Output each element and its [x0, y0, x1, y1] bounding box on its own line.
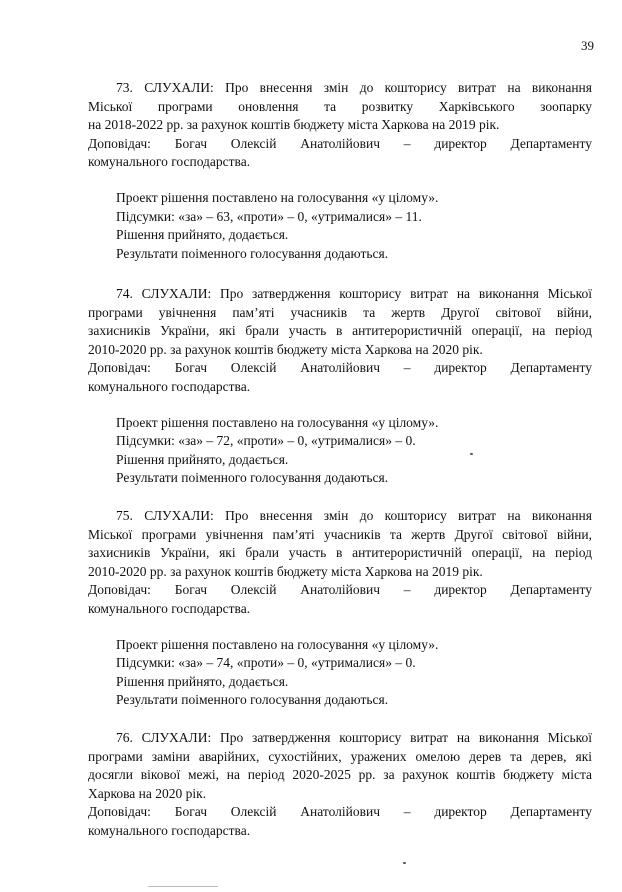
item-line: 2010-2020 рр. за рахунок коштів бюджету міста Харкова на 2020 рік. [88, 341, 483, 357]
item-line: 75. СЛУХАЛИ: Про внесення змін до кошторису витрат на виконання [116, 508, 592, 523]
page-number: 39 [581, 38, 594, 53]
item-line: програми увічнення пам’яті учасників та жертв Другої світової війни, [88, 304, 592, 320]
vote-result-line: Проект рішення поставлено на голосування «у цілому». [116, 414, 439, 430]
item-line: 2010-2020 рр. за рахунок коштів бюджету міста Харкова на 2019 рік. [88, 563, 483, 579]
item-line: комунального господарства. [88, 600, 251, 616]
agenda-item-75 [88, 507, 592, 710]
item-line: Міської програми увічнення пам’яті учасників та жертв Другої світової війни, [88, 526, 592, 542]
vote-result-line: Підсумки: «за» – 74, «проти» – 0, «утрималися» – 0. [116, 655, 416, 671]
scan-speck [148, 886, 218, 887]
vote-result-line: Проект рішення поставлено на голосування «у цілому». [116, 636, 439, 652]
vote-result-line: Підсумки: «за» – 63, «проти» – 0, «утрималися» – 11. [116, 208, 422, 224]
vote-result-line: Підсумки: «за» – 72, «проти» – 0, «утрималися» – 0. [116, 433, 416, 449]
item-line: на 2018-2022 рр. за рахунок коштів бюджету міста Харкова на 2019 рік. [88, 117, 500, 133]
item-line: Доповідач: Богач Олексій Анатолійович – директор Департаменту [88, 804, 592, 820]
vote-result-line: Рішення прийнято, додається. [116, 673, 289, 689]
item-line: Міської програми оновлення та розвитку Харківського зоопарку [88, 98, 592, 114]
vote-result-line: Проект рішення поставлено на голосування «у цілому». [116, 189, 439, 205]
item-line: Доповідач: Богач Олексій Анатолійович – директор Департаменту [88, 360, 592, 376]
scan-speck [403, 862, 406, 864]
scan-speck [470, 453, 473, 455]
item-line: Доповідач: Богач Олексій Анатолійович – директор Департаменту [88, 135, 592, 151]
item-line: досягли вікової межі, на період 2020-2025 рр. за рахунок коштів бюджету міста [88, 767, 592, 783]
item-line: 76. СЛУХАЛИ: Про затвердження кошторису витрат на виконання Міської [116, 730, 592, 745]
agenda-item-76 [88, 729, 592, 841]
item-line: 73. СЛУХАЛИ: Про внесення змін до кошторису витрат на виконання [116, 80, 592, 95]
vote-result-line: Результати поіменного голосування додаються. [116, 245, 389, 261]
item-line: захисників України, які брали участь в антитерористичній операції, на період [88, 545, 592, 561]
item-line: комунального господарства. [88, 378, 251, 394]
agenda-item-73 [88, 79, 592, 263]
item-line: комунального господарства. [88, 154, 251, 170]
vote-result-line: Рішення прийнято, додається. [116, 451, 289, 467]
item-line: Харкова на 2020 рік. [88, 785, 207, 801]
item-line: захисників України, які брали участь в антитерористичній операції, на період [88, 323, 592, 339]
item-line: 74. СЛУХАЛИ: Про затвердження кошторису витрат на виконання Міської [116, 286, 592, 301]
vote-result-line: Результати поіменного голосування додаються. [116, 470, 389, 486]
item-line: Доповідач: Богач Олексій Анатолійович – директор Департаменту [88, 582, 592, 598]
item-line: програми заміни аварійних, сухостійних, уражених омелою дерев та дерев, які [88, 748, 592, 764]
vote-result-line: Результати поіменного голосування додаються. [116, 692, 389, 708]
agenda-item-74 [88, 285, 592, 488]
item-line: комунального господарства. [88, 822, 251, 838]
vote-result-line: Рішення прийнято, додається. [116, 227, 289, 243]
